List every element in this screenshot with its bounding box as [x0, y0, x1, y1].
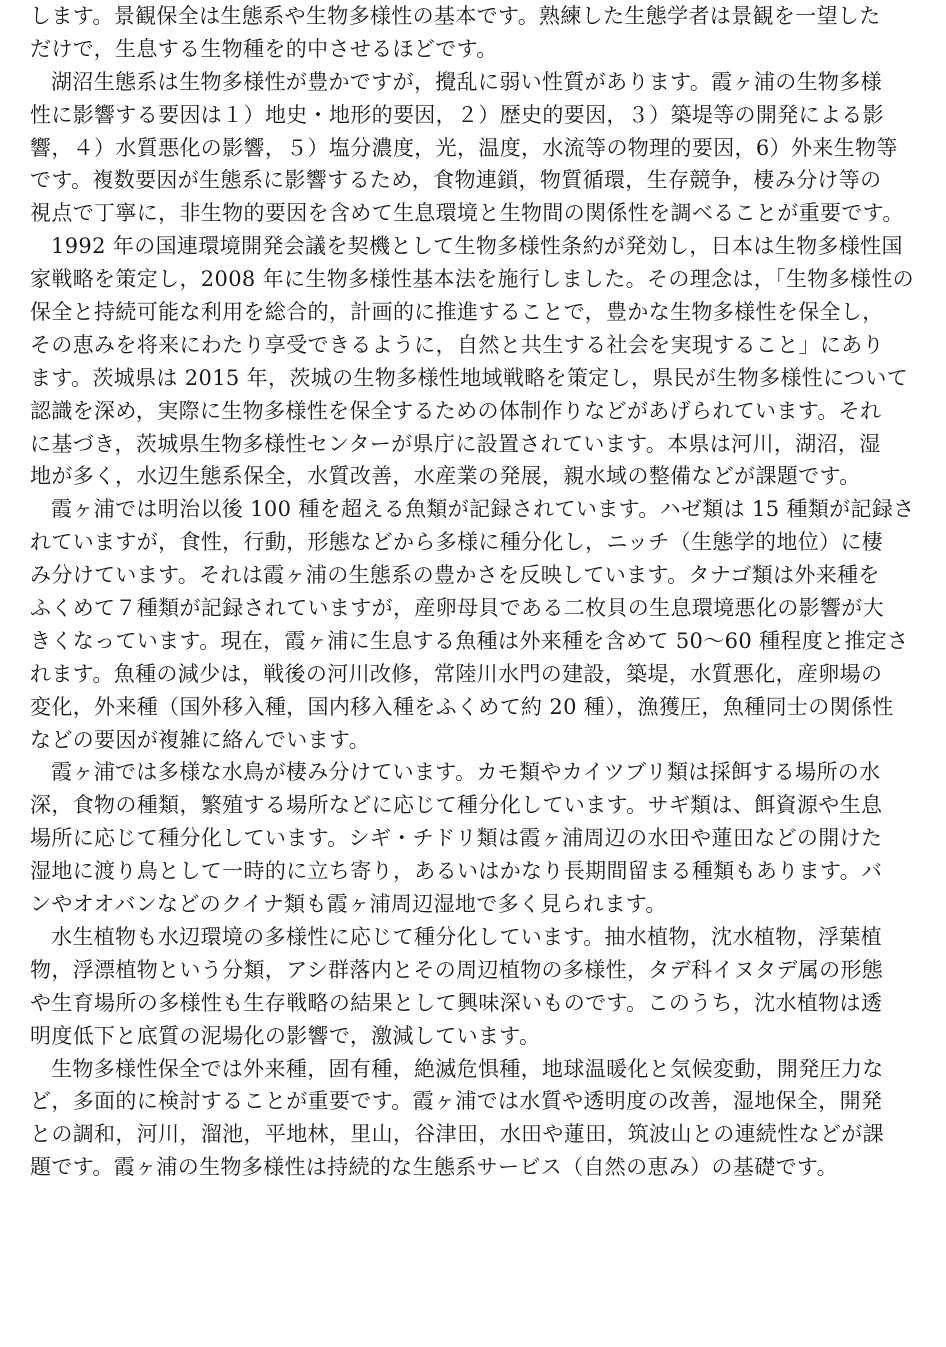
text-line: 場所に応じて種分化しています。シギ・チドリ類は霞ヶ浦周辺の水田や蓮田などの開けた [30, 826, 883, 851]
text-line: 性に影響する要因は１）地史・地形的要因，２）歴史的要因，３）築堤等の開発による影 [30, 102, 884, 127]
text-line: や生育場所の多様性も生存戦略の結果として興味深いものです。このうち，沈水植物は透 [30, 990, 883, 1015]
text-line: 湖沼生態系は生物多様性が豊かですが，攪乱に弱い性質があります。霞ヶ浦の生物多様 [51, 69, 882, 94]
text-line: などの要因が複雑に絡んでいます。 [30, 727, 370, 752]
paragraph-2 [30, 66, 916, 230]
text-line: れます。魚種の減少は，戦後の河川改修，常陸川水門の建設，築堤，水質悪化，産卵場の [30, 661, 883, 686]
text-line: 水生植物も水辺環境の多様性に応じて種分化しています。抽水植物，沈水植物，浮葉植 [51, 924, 882, 949]
text-line: ンやオオバンなどのクイナ類も霞ヶ浦周辺湿地で多く見られます。 [30, 892, 667, 917]
text-line: 霞ヶ浦では多様な水鳥が棲み分けています。カモ類やカイツブリ類は採餌する場所の水 [51, 760, 881, 785]
text-line: その恵みを将来にわたり享受できるように，自然と共生する社会を実現すること」にあり [30, 332, 884, 357]
text-line: だけで，生息する生物種を的中させるほどです。 [30, 36, 498, 61]
text-line: です。複数要因が生態系に影響するため，食物連鎖，物質循環，生存競争，棲み分け等の [30, 168, 882, 193]
text-line: します。景観保全は生態系や生物多様性の基本です。熟練した生態学者は景観を一望した [30, 4, 881, 28]
paragraph-3 [30, 230, 916, 493]
text-line: み分けています。それは霞ヶ浦の生態系の豊かさを反映しています。タナゴ類は外来種を [30, 563, 880, 588]
text-line: に基づき，茨城県生物多様性センターが県庁に設置されています。本県は河川，湖沼，湿 [30, 431, 881, 456]
text-line: 認識を深め，実際に生物多様性を保全するための体制作りなどがあげられています。それ [30, 398, 882, 423]
text-line: との調和，河川，溜池，平地林，里山，谷津田，水田や蓮田，筑波山との連続性などが課 [30, 1122, 884, 1147]
text-line: 湿地に渡り鳥として一時的に立ち寄り，あるいはかなり長期間留まる種類もあります。バ [30, 859, 883, 884]
text-line: 視点で丁寧に，非生物的要因を含めて生息環境と生物間の関係性を調べることが重要です。 [30, 201, 904, 226]
text-line: ふくめて７種類が記録されていますが，産卵母貝である二枚貝の生息環境悪化の影響が大 [30, 596, 884, 621]
document-body [30, 0, 916, 1184]
paragraph-1 [30, 0, 916, 66]
text-line: 明度低下と底質の泥場化の影響で，激減しています。 [30, 1023, 541, 1048]
text-line: ど，多面的に検討することが重要です。霞ヶ浦では水質や透明度の改善，湿地保全，開発 [30, 1089, 883, 1114]
text-line: 題です。霞ヶ浦の生物多様性は持続的な生態系サービス（自然の恵み）の基礎です。 [30, 1155, 838, 1180]
text-line: 変化，外来種（国外移入種，国内移入種をふくめて約 20 種），漁獲圧，魚種同士の関係性 [30, 694, 894, 719]
text-line: 響，４）水質悪化の影響，５）塩分濃度，光，温度，水流等の物理的要因，6）外来生物等 [30, 135, 898, 160]
paragraph-7 [30, 1053, 916, 1185]
paragraph-5 [30, 756, 916, 920]
text-line: ます。茨城県は 2015 年，茨城の生物多様性地域戦略を策定し，県民が生物多様性について [30, 365, 909, 390]
text-line: 物，浮漂植物という分類，アシ群落内とその周辺植物の多様性，タデ科イヌタデ属の形態 [30, 957, 884, 982]
text-line: 霞ヶ浦では明治以後 100 種を超える魚類が記録されています。ハゼ類は 15 種類が記録さ [51, 497, 915, 522]
paragraph-4 [30, 493, 916, 756]
text-line: 家戦略を策定し，2008 年に生物多様性基本法を施行しました。その理念は，「生物多様性の [30, 267, 915, 292]
text-line: 1992 年の国連環境開発会議を契機として生物多様性条約が発効し，日本は生物多様性国 [51, 234, 903, 259]
text-line: 地が多く，水辺生態系保全，水質改善，水産業の発展，親水域の整備などが課題です。 [30, 464, 861, 489]
text-line: きくなっています。現在，霞ヶ浦に生息する魚種は外来種を含めて 50〜60 種程度と推定さ [30, 628, 909, 653]
text-line: 生物多様性保全では外来種，固有種，絶滅危惧種，地球温暖化と気候変動，開発圧力な [51, 1056, 884, 1081]
paragraph-6 [30, 921, 916, 1053]
text-line: れていますが，食性，行動，形態などから多様に種分化し，ニッチ（生態学的地位）に棲 [30, 530, 884, 555]
text-line: 保全と持続可能な利用を総合的，計画的に推進することで，豊かな生物多様性を保全し， [30, 300, 884, 325]
text-line: 深，食物の種類，繁殖する場所などに応じて種分化しています。サギ類は、餌資源や生息 [30, 793, 883, 818]
